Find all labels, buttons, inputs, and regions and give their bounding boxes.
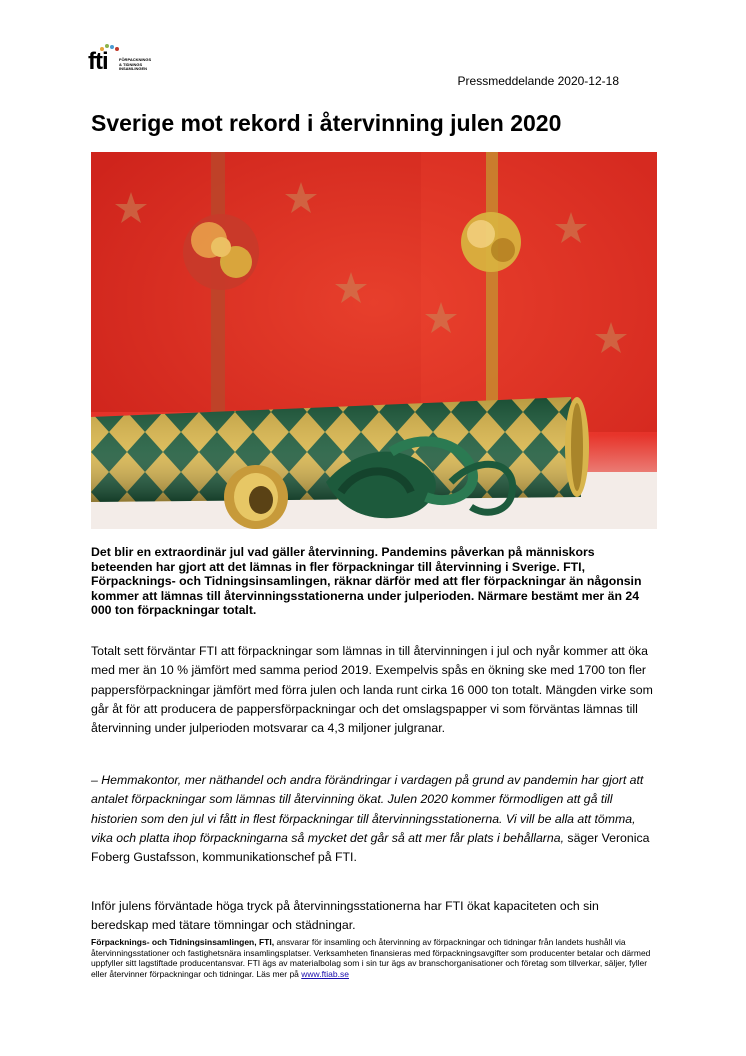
logo-wordmark: fti (88, 48, 108, 75)
quote-attribution: säger Veronica Foberg Gustafsson, kommunikationschef på FTI. (91, 830, 650, 865)
quote-text: – Hemmakontor, mer näthandel och andra förändringar i vardagen på grund av pandemin har gjort att antalet förpackningar som lämnas till återvinning ökat. Julen 2020 kommer förmodligen att gå till historien som den jul vi fått in flest förpackningar till återvinningsstationerna. Vi vill be alla att tömma, vika och platta ihop förpackningarna så mycket det går så att mer får plats i behållarna, (91, 773, 644, 845)
footer-org-name: Förpacknings- och Tidningsinsamlingen, FTI, (91, 937, 275, 947)
gift-photo-illustration (91, 152, 657, 529)
footer-website-link[interactable]: www.ftiab.se (301, 968, 349, 979)
hero-image (91, 152, 657, 529)
footer-about (91, 937, 657, 979)
body-paragraph-1: Totalt sett förväntar FTI att förpackningar som lämnas in till återvinningen i jul och nyår kommer att öka med mer än 10 % jämfört med samma period 2019. Exempelvis spås en ökning ske med 1700 ton fler pappersförpackningar jämfört med förra julen och landa runt cirka 16 000 ton totalt. Mängden virke som går åt för att producera de pappersförpackningar och det omslagspapper vi som förväntas lämnas till återvinning under julperioden motsvarar ca 4,3 miljoner julgranar. (91, 644, 653, 736)
body-paragraph-3: Inför julens förväntade höga tryck på återvinningsstationerna har FTI ökat kapaciteten och sin beredskap med tätare tömningar och städningar. (91, 899, 599, 933)
page-title: Sverige mot rekord i återvinning julen 2020 (91, 110, 562, 136)
lead-paragraph: Det blir en extraordinär jul vad gäller återvinning. Pandemins påverkan på människors beteenden har gjort att det lämnas in fler förpackningar till återvinning i Sverige. FTI, Förpacknings- och Tidningsinsamlingen, räknar därför med att fler förpackningar än någonsin kommer att lämnas till återvinningsstationerna under julperioden. Närmare bestämt mer än 24 000 ton förpackningar totalt. (91, 545, 642, 618)
footer-text: ansvarar för insamling och återvinning av förpackningar och tidningar från landets hushåll via återvinningsstationer och fastighetsnära insamlingsplatser. Verksamheten finansieras med förpackningsavgifter som producenter betalar och därmed uppfyller sitt lagstiftade producentansvar. FTI ägs av materialbolag som i sin tur ägs av branschorganisationer och företag som tillverkar, säljer, fyller eller återvinner förpackningar och tidningar. Läs mer på (91, 937, 651, 979)
press-release-date: Pressmeddelande 2020-12-18 (457, 74, 619, 88)
logo-subtitle: FÖRPACKNINGS & TIDNINGS INSAMLINGEN (119, 57, 152, 71)
fti-logo (88, 44, 168, 76)
quote-paragraph (91, 771, 657, 867)
